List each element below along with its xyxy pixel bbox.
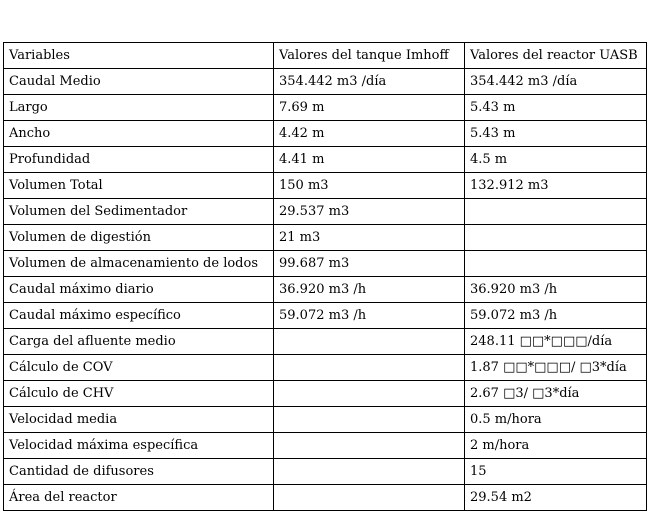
table-row <box>4 303 647 329</box>
table-cell-imhoff-value: 4.41 m <box>274 147 465 173</box>
table-row <box>4 407 647 433</box>
header-cell-uasb: Valores del reactor UASB <box>465 43 647 69</box>
table-cell-variable: Cantidad de difusores <box>4 459 274 485</box>
table-row <box>4 173 647 199</box>
table-header-row <box>4 43 647 69</box>
table-cell-variable: Cálculo de COV <box>4 355 274 381</box>
table-cell-uasb-value: 5.43 m <box>465 95 647 121</box>
table-cell-uasb-value: 4.5 m <box>465 147 647 173</box>
table-row <box>4 355 647 381</box>
table-cell-uasb-value <box>465 199 647 225</box>
table-cell-uasb-value: 29.54 m2 <box>465 485 647 511</box>
table-cell-uasb-value: 5.43 m <box>465 121 647 147</box>
table-row <box>4 277 647 303</box>
table-cell-imhoff-value: 4.42 m <box>274 121 465 147</box>
table-cell-variable: Carga del afluente medio <box>4 329 274 355</box>
table-row <box>4 69 647 95</box>
table-cell-imhoff-value: 59.072 m3 /h <box>274 303 465 329</box>
table-row <box>4 433 647 459</box>
table-cell-uasb-value: 59.072 m3 /h <box>465 303 647 329</box>
table-cell-uasb-value <box>465 251 647 277</box>
table-cell-imhoff-value <box>274 329 465 355</box>
table-cell-variable: Velocidad máxima específica <box>4 433 274 459</box>
table-cell-variable: Caudal máximo específico <box>4 303 274 329</box>
table-cell-imhoff-value <box>274 355 465 381</box>
table-cell-imhoff-value <box>274 459 465 485</box>
table-cell-uasb-value: 354.442 m3 /día <box>465 69 647 95</box>
table-cell-uasb-value: 132.912 m3 <box>465 173 647 199</box>
table-cell-uasb-value: 1.87 □□*□□□/ □3*día <box>465 355 647 381</box>
table-row <box>4 225 647 251</box>
table-cell-variable: Profundidad <box>4 147 274 173</box>
table-cell-uasb-value: 2.67 □3/ □3*día <box>465 381 647 407</box>
table-row <box>4 199 647 225</box>
table-cell-imhoff-value: 21 m3 <box>274 225 465 251</box>
table-cell-uasb-value: 15 <box>465 459 647 485</box>
table-cell-imhoff-value: 36.920 m3 /h <box>274 277 465 303</box>
table-cell-uasb-value: 36.920 m3 /h <box>465 277 647 303</box>
table-cell-variable: Volumen de digestión <box>4 225 274 251</box>
table-cell-imhoff-value <box>274 381 465 407</box>
table-cell-variable: Velocidad media <box>4 407 274 433</box>
table-row <box>4 251 647 277</box>
table-row <box>4 121 647 147</box>
table-cell-variable: Cálculo de CHV <box>4 381 274 407</box>
table-cell-variable: Ancho <box>4 121 274 147</box>
table-row <box>4 459 647 485</box>
table-cell-uasb-value: 248.11 □□*□□□/día <box>465 329 647 355</box>
table-row <box>4 329 647 355</box>
table-cell-imhoff-value: 29.537 m3 <box>274 199 465 225</box>
table-cell-variable: Volumen del Sedimentador <box>4 199 274 225</box>
table-row <box>4 485 647 511</box>
header-cell-variables: Variables <box>4 43 274 69</box>
parameters-table <box>3 42 647 511</box>
table-cell-imhoff-value: 354.442 m3 /día <box>274 69 465 95</box>
table-cell-imhoff-value: 7.69 m <box>274 95 465 121</box>
table-cell-imhoff-value <box>274 407 465 433</box>
table-row <box>4 381 647 407</box>
table-cell-variable: Volumen de almacenamiento de lodos <box>4 251 274 277</box>
table-cell-variable: Caudal máximo diario <box>4 277 274 303</box>
table-cell-variable: Largo <box>4 95 274 121</box>
table-cell-uasb-value <box>465 225 647 251</box>
table-row <box>4 147 647 173</box>
table-row <box>4 95 647 121</box>
table-cell-imhoff-value <box>274 433 465 459</box>
table-cell-variable: Área del reactor <box>4 485 274 511</box>
table-cell-uasb-value: 2 m/hora <box>465 433 647 459</box>
table-cell-imhoff-value <box>274 485 465 511</box>
table-cell-imhoff-value: 150 m3 <box>274 173 465 199</box>
table-cell-uasb-value: 0.5 m/hora <box>465 407 647 433</box>
table-cell-variable: Volumen Total <box>4 173 274 199</box>
table-cell-variable: Caudal Medio <box>4 69 274 95</box>
header-cell-imhoff: Valores del tanque Imhoff <box>274 43 465 69</box>
table-cell-imhoff-value: 99.687 m3 <box>274 251 465 277</box>
